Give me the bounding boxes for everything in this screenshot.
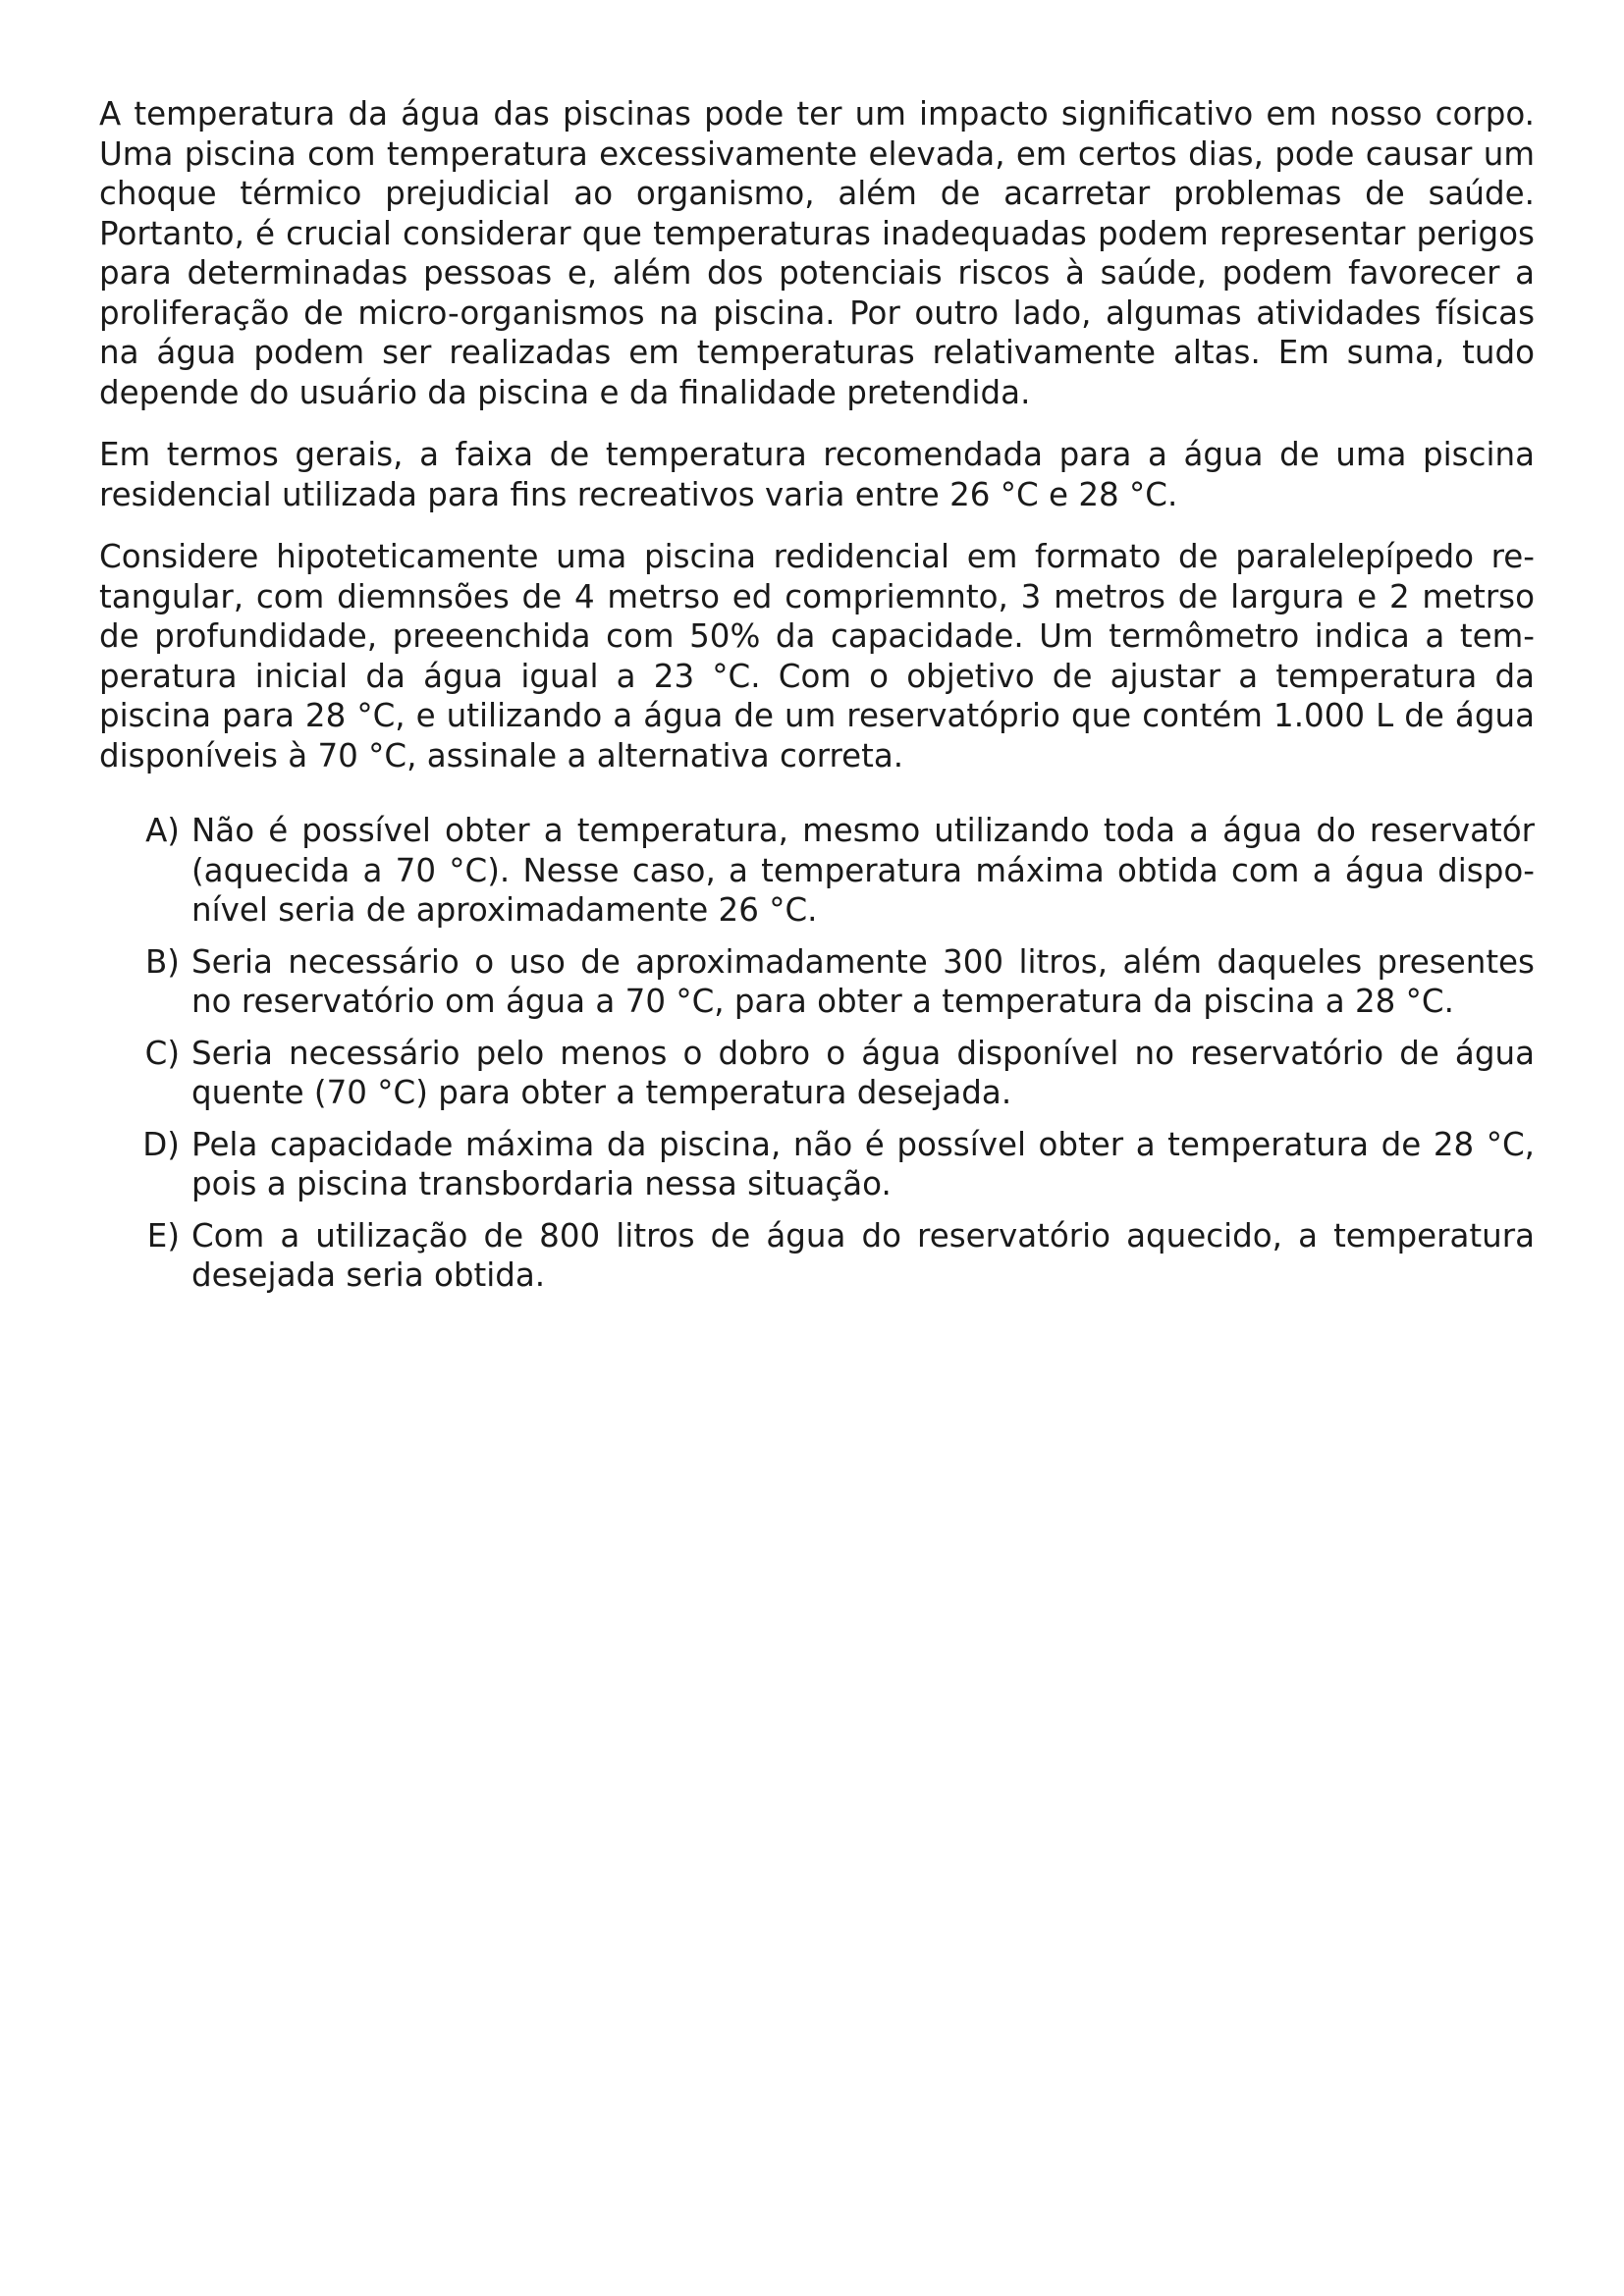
answer-option-e[interactable] <box>99 1216 1535 1296</box>
option-letter: D) <box>142 1125 180 1163</box>
option-text: Não é possível obter a temperatura, mesmo utilizando toda a água do reservatór (aquecida a 70 °C). Nesse caso, a temperatura máxima obtida com a água disponível seria de aproximadamente 26 °C. <box>191 812 1535 929</box>
answer-options-list <box>99 811 1535 1296</box>
answer-option-a[interactable] <box>99 811 1535 931</box>
answer-option-c[interactable] <box>99 1034 1535 1113</box>
option-text: Seria necessário o uso de aproximadamente 300 litros, além daqueles presentes no reservatório om água a 70 °C, para obter a temperatura da piscina a 28 °C. <box>191 942 1535 1020</box>
option-letter: A) <box>145 812 180 849</box>
option-text: Pela capacidade máxima da piscina, não é possível obter a temperatura de 28 °C, pois a piscina transbordaria nessa situação. <box>191 1125 1535 1202</box>
option-letter: E) <box>146 1216 180 1255</box>
problem-statement-paragraph: Considere hipoteticamente uma piscina redidencial em formato de paralelepípedo retangular, com diemnsões de 4 metrso ed compriemnto, 3 metros de largura e 2 metrso de profundidade, preeenchida com 50% da capacidade. Um termômetro indica a temperatura inicial da água igual a 23 °C. Com o objetivo de ajustar a temperatura da piscina para 28 °C, e utilizando a água de um reservatóprio que contém 1.000 L de água disponíveis à 70 °C, assinale a alternativa correta. <box>99 538 1535 774</box>
intro-paragraph: A temperatura da água das piscinas pode ter um impacto significativo em nosso corpo. Uma piscina com temperatura excessivamente elevada, em certos dias, pode causar um choque térmico prejudicial ao organismo, além de acarretar problemas de saúde. Portanto, é crucial considerar que temperaturas inadequadas podem representar perigos para determinadas pessoas e, além dos potenciais riscos à saúde, podem favorecer a proliferação de micro-organismos na piscina. Por outro lado, algumas atividades físicas na água podem ser realizadas em temperaturas relativamente altas. Em suma, tudo depende do usuário da piscina e da finalidade pretendida. <box>99 95 1535 411</box>
option-letter: C) <box>144 1034 180 1072</box>
answer-option-d[interactable] <box>99 1125 1535 1204</box>
option-text: Seria necessário pelo menos o dobro o água disponível no reservatório de água quente (70 °C) para obter a temperatura desejada. <box>191 1034 1535 1111</box>
document-page <box>99 94 1535 1308</box>
answer-option-b[interactable] <box>99 942 1535 1022</box>
temperature-range-paragraph: Em termos gerais, a faixa de temperatura recomendada para a água de uma piscina residencial utilizada para fins recreativos varia entre 26 °C e 28 °C. <box>99 436 1535 513</box>
option-text: Com a utilização de 800 litros de água do reservatório aquecido, a temperatura desejada seria obtida. <box>191 1216 1535 1294</box>
option-letter: B) <box>145 942 180 981</box>
